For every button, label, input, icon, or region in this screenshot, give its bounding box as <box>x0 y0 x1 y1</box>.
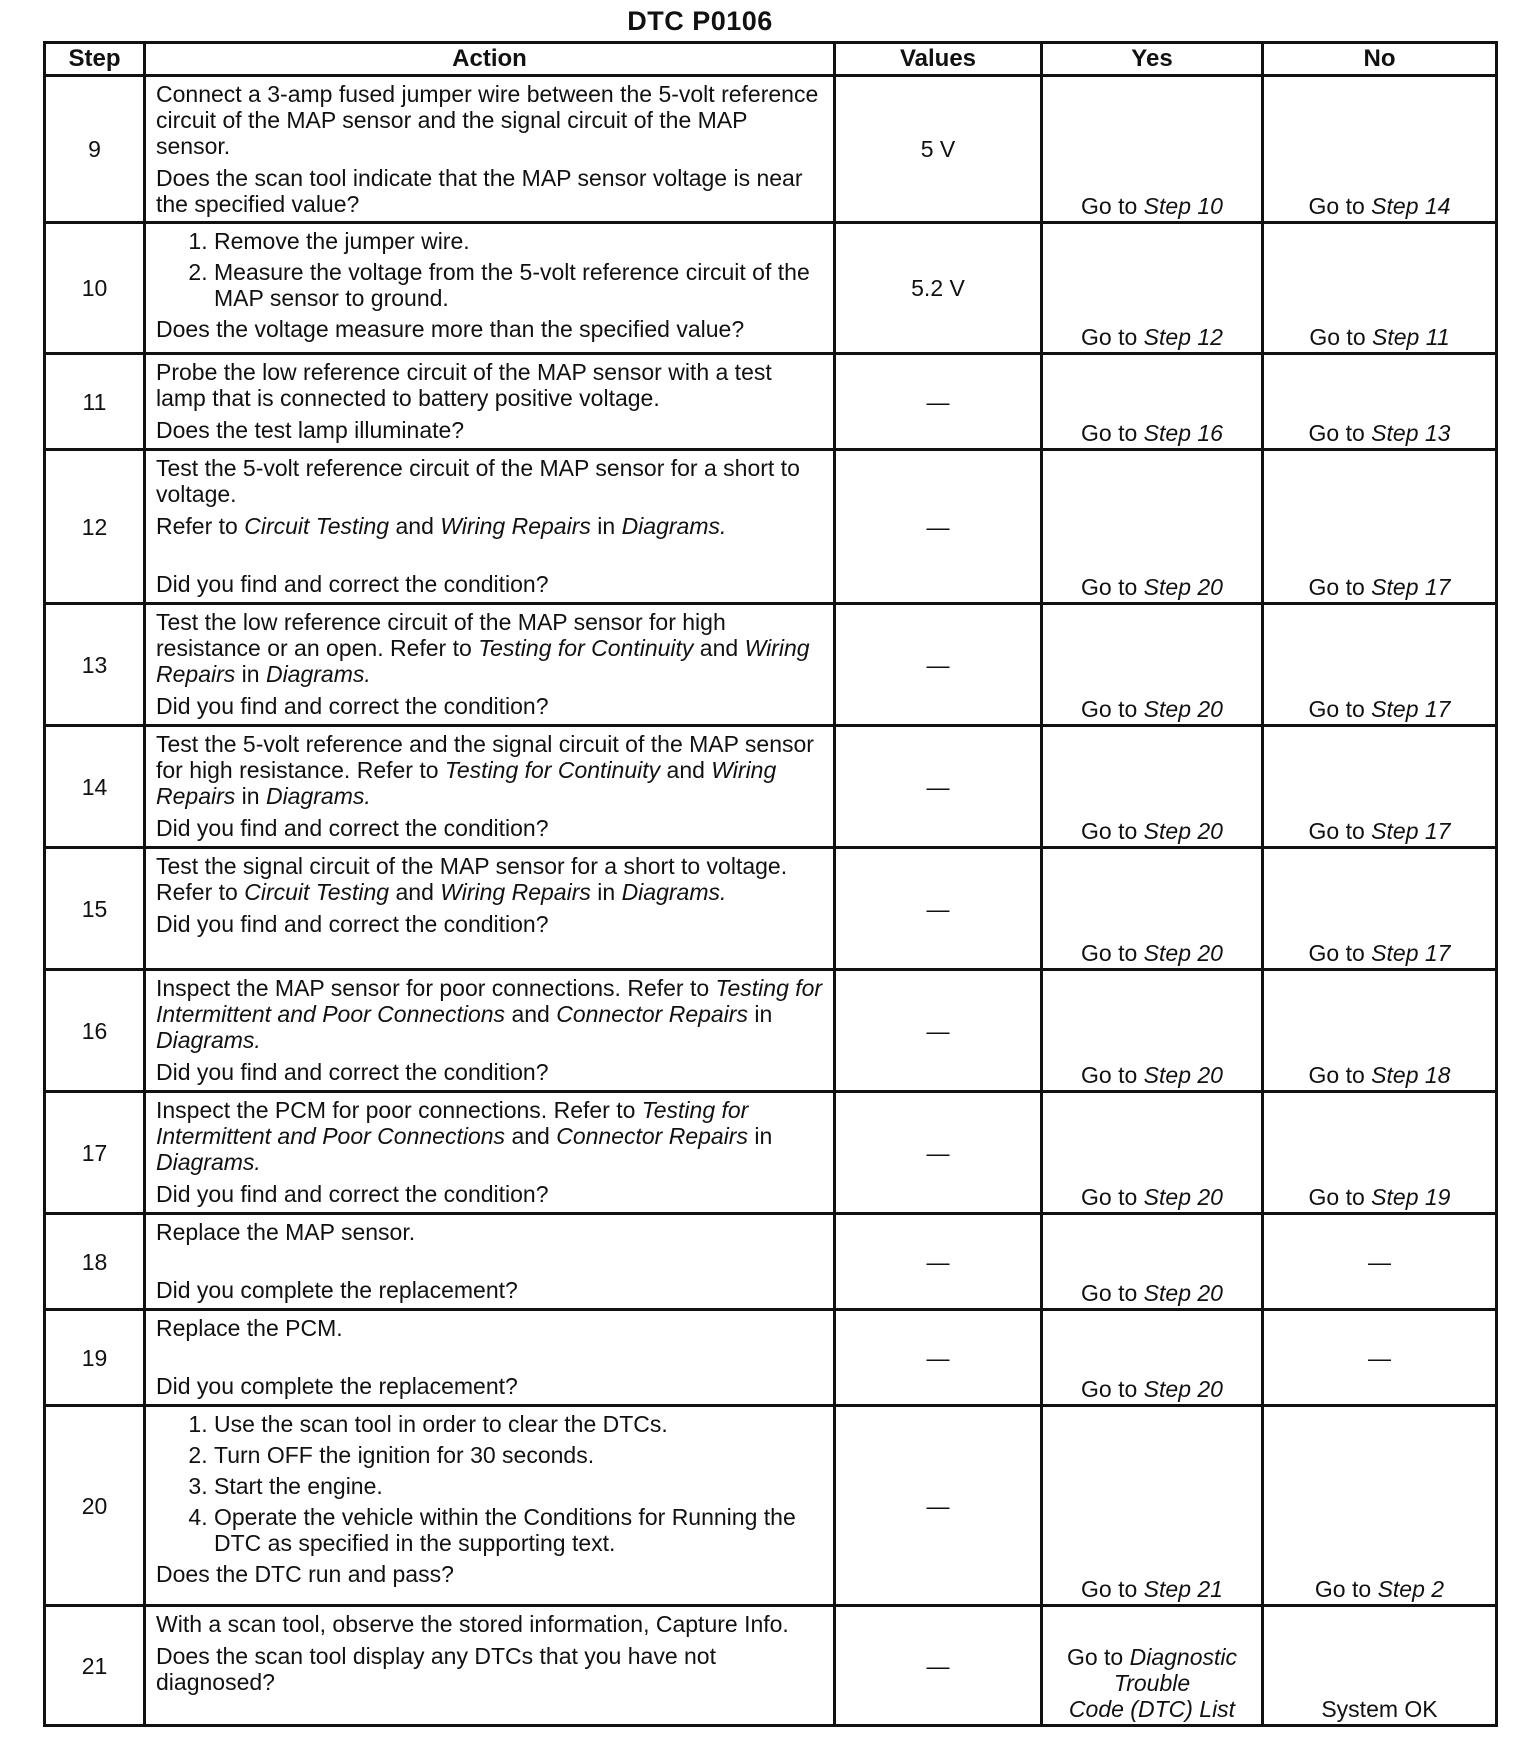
action-question: Did you find and correct the condition? <box>156 815 549 841</box>
action-text <box>156 853 825 905</box>
step-word: Step <box>1143 1184 1191 1210</box>
goto-label: Go to <box>1308 818 1365 844</box>
action-text: Test the 5-volt reference circuit of the MAP sensor for a short to voltage. <box>156 455 800 507</box>
goto-label: Go to <box>1308 193 1365 219</box>
step-word: Step <box>1143 574 1191 600</box>
table-row-step-12 <box>45 450 1497 604</box>
value-cell: 5 V <box>835 76 1042 223</box>
ref-text: and <box>699 635 739 661</box>
action-list-item: 2. Turn OFF the ignition for 30 seconds. <box>214 1442 825 1468</box>
step-target: 17 <box>1424 818 1451 844</box>
goto-label: Go to <box>1081 696 1138 722</box>
action-list-item: 1. Use the scan tool in order to clear the DTCs. <box>214 1411 825 1437</box>
value-cell: — <box>835 1092 1042 1214</box>
step-word: Step <box>1371 818 1419 844</box>
step-word: Step <box>1371 574 1419 600</box>
action-sentence: Test the 5-volt reference and the signal circuit of the MAP sensor for high resistance. Refer to <box>156 731 814 783</box>
value-cell: — <box>835 450 1042 604</box>
step-ref <box>1144 324 1223 350</box>
step-ref <box>1371 1062 1450 1088</box>
step-number: 9 <box>45 76 145 223</box>
action-sentence: Inspect the PCM for poor connections. Refer to <box>156 1097 636 1123</box>
ref-text: and <box>511 1123 550 1149</box>
goto-label: Go to <box>1308 940 1365 966</box>
action-question: Did you find and correct the condition? <box>156 571 549 597</box>
action-cell <box>145 970 835 1092</box>
step-target: 11 <box>1425 324 1450 350</box>
dtc-list-ref: Trouble <box>1113 1670 1191 1696</box>
step-ref <box>1144 193 1223 219</box>
action-cell <box>145 604 835 726</box>
step-ref <box>1144 1280 1223 1306</box>
dtc-list-ref: Diagnostic <box>1129 1644 1238 1670</box>
action-cell <box>145 354 835 450</box>
goto-label: Go to <box>1081 1576 1138 1602</box>
goto-label: Go to <box>1081 1184 1138 1210</box>
step-target: 20 <box>1197 696 1223 722</box>
action-list-item: 2. Measure the voltage from the 5-volt reference circuit of the MAP sensor to ground. <box>214 259 825 311</box>
goto-label: Go to <box>1081 574 1138 600</box>
goto-label: Go to <box>1308 420 1365 446</box>
step-word: Step <box>1143 696 1191 722</box>
no-cell <box>1263 450 1497 604</box>
action-cell <box>145 1310 835 1406</box>
action-question: Does the DTC run and pass? <box>156 1561 454 1587</box>
no-cell <box>1263 223 1497 354</box>
step-ref <box>1144 1576 1223 1602</box>
ref-link: Connector Repairs <box>556 1001 748 1027</box>
ref-link: Testing for Intermittent and Poor Connections <box>156 1097 749 1149</box>
action-text: Probe the low reference circuit of the MAP sensor with a test lamp that is connected to battery positive voltage. <box>156 359 772 411</box>
ref-link: Wiring Repairs <box>440 513 591 539</box>
table-row-step-20 <box>45 1406 1497 1606</box>
step-number: 11 <box>45 354 145 450</box>
action-sentence: Inspect the MAP sensor for poor connections. Refer to <box>156 975 710 1001</box>
action-question: Did you complete the replacement? <box>156 1373 518 1399</box>
ref-text: in <box>597 879 616 905</box>
yes-cell <box>1042 1214 1263 1310</box>
no-cell: — <box>1263 1310 1497 1406</box>
yes-cell <box>1042 848 1263 970</box>
ref-link: Diagrams. <box>621 513 727 539</box>
step-word: Step <box>1143 818 1191 844</box>
ref-link: Circuit Testing <box>244 879 390 905</box>
step-ref <box>1371 940 1450 966</box>
ref-link: Connector Repairs <box>556 1123 748 1149</box>
ref-text: and <box>511 1001 550 1027</box>
step-target: 2 <box>1431 1576 1445 1602</box>
value-cell: — <box>835 604 1042 726</box>
action-cell <box>145 1406 835 1606</box>
step-word: Step <box>1372 324 1420 350</box>
action-text <box>156 1097 825 1175</box>
table-row-step-16 <box>45 970 1497 1092</box>
step-target: 17 <box>1424 940 1451 966</box>
goto-label: Go to <box>1081 420 1138 446</box>
step-ref <box>1144 1062 1223 1088</box>
step-target: 17 <box>1424 696 1451 722</box>
action-question: Did you find and correct the condition? <box>156 693 549 719</box>
action-text: Connect a 3-amp fused jumper wire between the 5-volt reference circuit of the MAP sensor and the signal circuit of the MAP sensor. <box>156 81 819 159</box>
ref-link: Wiring Repairs <box>156 757 777 809</box>
value-cell: — <box>835 848 1042 970</box>
header-no: No <box>1263 43 1497 76</box>
table-row-step-21 <box>45 1606 1497 1726</box>
step-target: 17 <box>1424 574 1451 600</box>
step-ref <box>1144 1376 1223 1402</box>
step-number: 14 <box>45 726 145 848</box>
table-row-step-17 <box>45 1092 1497 1214</box>
action-question: Did you find and correct the condition? <box>156 911 549 937</box>
action-cell <box>145 1606 835 1726</box>
no-cell: — <box>1263 1214 1497 1310</box>
yes-cell <box>1042 76 1263 223</box>
goto-label: Go to <box>1308 574 1365 600</box>
step-target: 20 <box>1197 1376 1223 1402</box>
goto-label: Go to <box>1081 940 1138 966</box>
step-ref <box>1378 1576 1445 1602</box>
yes-cell <box>1042 1092 1263 1214</box>
no-cell <box>1263 1406 1497 1606</box>
header-values: Values <box>835 43 1042 76</box>
step-target: 20 <box>1197 818 1223 844</box>
dtc-table <box>43 41 1498 1727</box>
step-word: Step <box>1371 193 1419 219</box>
step-target: 14 <box>1424 193 1451 219</box>
step-target: 20 <box>1197 1062 1223 1088</box>
action-sentence: Test the signal circuit of the MAP sensor for a short to voltage. Refer to <box>156 853 788 905</box>
step-number: 12 <box>45 450 145 604</box>
goto-label: Go to <box>1308 1184 1365 1210</box>
yes-cell <box>1042 604 1263 726</box>
table-row-step-13 <box>45 604 1497 726</box>
ref-text: in <box>241 661 260 687</box>
table-row-step-18 <box>45 1214 1497 1310</box>
document-title: DTC P0106 <box>627 6 773 36</box>
step-ref <box>1371 193 1450 219</box>
ref-link: Wiring Repairs <box>156 635 810 687</box>
step-target: 20 <box>1197 1184 1223 1210</box>
ref-text: and <box>395 513 434 539</box>
table-row-step-19 <box>45 1310 1497 1406</box>
no-cell <box>1263 970 1497 1092</box>
step-ref <box>1144 940 1223 966</box>
ref-text: in <box>241 783 260 809</box>
step-word: Step <box>1377 1576 1425 1602</box>
step-word: Step <box>1371 1184 1419 1210</box>
step-word: Step <box>1143 324 1191 350</box>
step-ref <box>1372 324 1450 350</box>
no-cell <box>1263 1092 1497 1214</box>
action-text <box>156 609 825 687</box>
step-word: Step <box>1371 696 1419 722</box>
yes-cell <box>1042 223 1263 354</box>
step-word: Step <box>1143 940 1191 966</box>
step-word: Step <box>1143 1062 1191 1088</box>
action-text: With a scan tool, observe the stored information, Capture Info. <box>156 1611 789 1637</box>
step-target: 20 <box>1197 1280 1223 1306</box>
action-question: Did you find and correct the condition? <box>156 1059 549 1085</box>
action-cell <box>145 848 835 970</box>
action-sentence: Test the low reference circuit of the MAP sensor for high resistance or an open. Refer to <box>156 609 726 661</box>
step-word: Step <box>1143 1376 1191 1402</box>
step-number: 13 <box>45 604 145 726</box>
action-cell <box>145 726 835 848</box>
step-word: Step <box>1143 1576 1191 1602</box>
yes-cell <box>1042 970 1263 1092</box>
value-cell: — <box>835 1406 1042 1606</box>
value-cell: — <box>835 1310 1042 1406</box>
step-ref <box>1371 420 1450 446</box>
step-ref <box>1371 818 1450 844</box>
ref-link: Diagrams. <box>156 1027 261 1053</box>
action-text: Replace the PCM. <box>156 1315 343 1341</box>
yes-cell <box>1042 1310 1263 1406</box>
step-word: Step <box>1143 1280 1191 1306</box>
no-cell <box>1263 354 1497 450</box>
ref-link: Testing for Continuity <box>478 635 694 661</box>
step-ref <box>1144 818 1223 844</box>
step-word: Step <box>1143 420 1191 446</box>
action-question: Does the scan tool display any DTCs that you have not diagnosed? <box>156 1643 716 1695</box>
step-ref <box>1144 696 1223 722</box>
step-target: 20 <box>1197 574 1223 600</box>
header-action: Action <box>145 43 835 76</box>
yes-cell <box>1042 726 1263 848</box>
ref-link: Diagrams. <box>156 1149 261 1175</box>
header-row <box>45 43 1497 76</box>
table-row-step-9 <box>45 76 1497 223</box>
step-target: 19 <box>1424 1184 1451 1210</box>
step-target: 21 <box>1197 1576 1223 1602</box>
action-question: Does the voltage measure more than the specified value? <box>156 316 745 342</box>
yes-cell <box>1042 450 1263 604</box>
step-ref <box>1371 574 1450 600</box>
ref-link: Testing for Continuity <box>444 757 661 783</box>
value-cell: 5.2 V <box>835 223 1042 354</box>
no-cell <box>1263 604 1497 726</box>
value-cell: — <box>835 970 1042 1092</box>
action-cell <box>145 223 835 354</box>
step-target: 10 <box>1197 193 1223 219</box>
value-cell: — <box>835 1606 1042 1726</box>
step-word: Step <box>1371 940 1419 966</box>
no-cell <box>1263 76 1497 223</box>
step-number: 15 <box>45 848 145 970</box>
goto-label: Go to <box>1308 696 1365 722</box>
action-question: Does the test lamp illuminate? <box>156 417 465 443</box>
value-cell: — <box>835 1214 1042 1310</box>
ref-link: Diagrams. <box>265 661 371 687</box>
table-row-step-15 <box>45 848 1497 970</box>
no-cell: System OK <box>1263 1606 1497 1726</box>
ref-text: Refer to <box>156 513 238 539</box>
yes-cell <box>1042 354 1263 450</box>
goto-label: Go to <box>1081 1280 1138 1306</box>
step-ref <box>1144 420 1223 446</box>
action-question: Did you complete the replacement? <box>156 1277 518 1303</box>
yes-cell <box>1042 1606 1263 1726</box>
action-cell <box>145 76 835 223</box>
ref-text: in <box>754 1123 773 1149</box>
goto-label: Go to <box>1081 324 1138 350</box>
value-cell: — <box>835 726 1042 848</box>
step-target: 12 <box>1197 324 1223 350</box>
ref-link: Diagrams. <box>265 783 371 809</box>
ref-text: and <box>666 757 705 783</box>
ref-text: in <box>597 513 616 539</box>
step-word: Step <box>1371 420 1419 446</box>
action-question: Did you find and correct the condition? <box>156 1181 549 1207</box>
action-list-item: 4. Operate the vehicle within the Conditions for Running the DTC as specified in the supporting text. <box>214 1504 825 1556</box>
goto-label: Go to <box>1066 1644 1124 1670</box>
table-row-step-11 <box>45 354 1497 450</box>
table-row-step-10 <box>45 223 1497 354</box>
action-list <box>156 1411 825 1556</box>
ref-text: and <box>395 879 434 905</box>
action-list <box>156 228 825 311</box>
action-text <box>156 975 825 1053</box>
no-cell <box>1263 726 1497 848</box>
goto-label: Go to <box>1081 1062 1138 1088</box>
step-ref <box>1144 1184 1223 1210</box>
step-number: 20 <box>45 1406 145 1606</box>
action-list-item: 3. Start the engine. <box>214 1473 825 1499</box>
dtc-list-ref: Code (DTC) List <box>1068 1696 1236 1722</box>
header-yes: Yes <box>1042 43 1263 76</box>
action-cell <box>145 450 835 604</box>
step-number: 19 <box>45 1310 145 1406</box>
goto-label: Go to <box>1314 1576 1372 1602</box>
yes-cell <box>1042 1406 1263 1606</box>
goto-label: Go to <box>1081 818 1138 844</box>
action-question: Does the scan tool indicate that the MAP sensor voltage is near the specified value? <box>156 165 803 217</box>
ref-link: Testing for Intermittent and Poor Connections <box>156 975 823 1027</box>
ref-text: in <box>754 1001 773 1027</box>
action-text <box>156 731 825 809</box>
step-ref <box>1371 1184 1450 1210</box>
step-number: 21 <box>45 1606 145 1726</box>
ref-link: Circuit Testing <box>244 513 390 539</box>
action-cell <box>145 1214 835 1310</box>
goto-label: Go to <box>1309 324 1366 350</box>
step-number: 10 <box>45 223 145 354</box>
step-number: 18 <box>45 1214 145 1310</box>
action-list-item: 1. Remove the jumper wire. <box>214 228 825 254</box>
ref-link: Wiring Repairs <box>440 879 591 905</box>
action-cell <box>145 1092 835 1214</box>
goto-label: Go to <box>1081 1376 1138 1402</box>
goto-label: Go to <box>1308 1062 1365 1088</box>
value-cell: — <box>835 354 1042 450</box>
table-row-step-14 <box>45 726 1497 848</box>
step-target: 13 <box>1424 420 1451 446</box>
step-number: 16 <box>45 970 145 1092</box>
action-text: Replace the MAP sensor. <box>156 1219 416 1245</box>
step-target: 20 <box>1197 940 1223 966</box>
step-word: Step <box>1143 193 1191 219</box>
step-number: 17 <box>45 1092 145 1214</box>
goto-label: Go to <box>1081 193 1138 219</box>
header-step: Step <box>45 43 145 76</box>
step-ref <box>1144 574 1223 600</box>
ref-link: Diagrams. <box>621 879 727 905</box>
step-target: 16 <box>1197 420 1223 446</box>
step-target: 18 <box>1424 1062 1451 1088</box>
step-ref <box>1371 696 1450 722</box>
step-word: Step <box>1371 1062 1419 1088</box>
action-reference <box>156 513 825 539</box>
no-cell <box>1263 848 1497 970</box>
